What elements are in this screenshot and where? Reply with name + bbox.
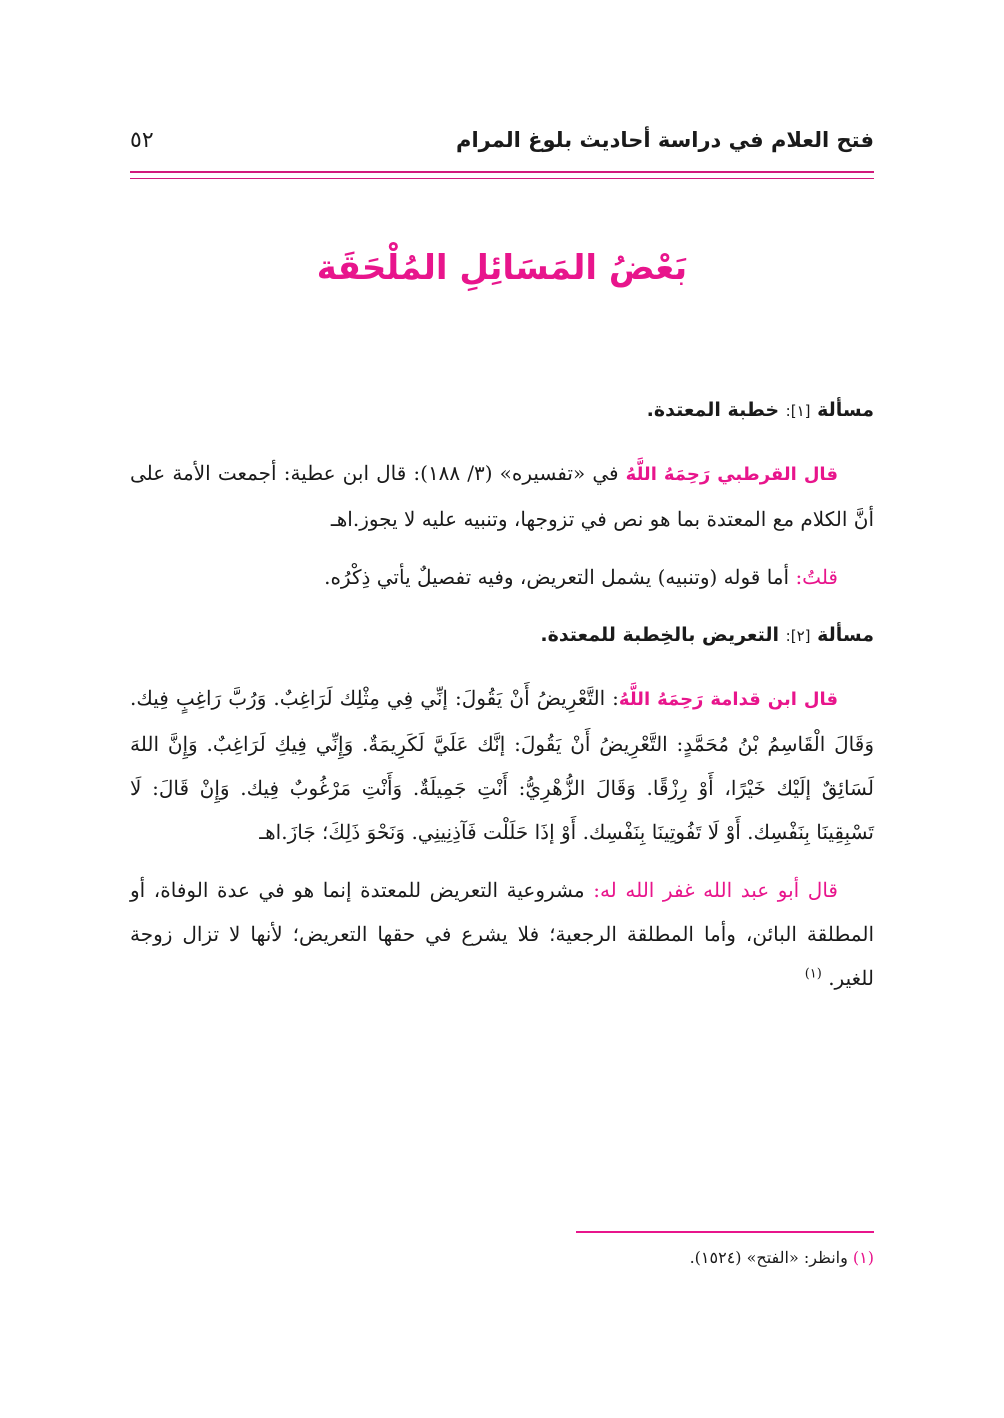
section-title: بَعْضُ المَسَائِلِ المُلْحَقَة: [316, 248, 688, 288]
question-label: مسألة: [817, 624, 874, 646]
speaker-author: قال أبو عبد الله غفر الله له:: [593, 878, 838, 902]
paragraph-text: أما قوله (وتنبيه) يشمل التعريض، وفيه تفصيلٌ يأتي ذِكْرُه.: [324, 565, 790, 589]
question-2-heading: [130, 613, 874, 658]
question-title: خطبة المعتدة.: [646, 399, 780, 421]
main-content: [130, 388, 874, 1014]
speaker-qurtubi: قال القرطبي رَحِمَهُ اللَّهُ: [625, 464, 838, 485]
question-title: التعريض بالخِطبة للمعتدة.: [540, 624, 780, 646]
header-rule-thick: [130, 171, 874, 173]
running-header: [130, 128, 874, 168]
page-number: ٥٢: [130, 128, 154, 153]
footnote-rule: [576, 1231, 874, 1233]
question-number: [١]:: [785, 402, 811, 420]
lead-qultu: قلتُ:: [795, 565, 838, 589]
paragraph-text: : التَّعْرِيضُ أَنْ يَقُولَ: إنِّي فِي مِثْلِك لَرَاغِبٌ. وَرُبَّ رَاغِبٍ فِيك. وَقَالَ الْقَاسِمُ بْنُ مُحَمَّدٍ: التَّعْرِيضُ أَنْ يَقُولَ: إنَّك عَلَيَّ لَكَرِيمَةٌ. وَإِنِّي فِيكِ لَرَاغِبٌ. وَإِنَّ اللهَ لَسَائِقٌ إلَيْك خَيْرًا، أَوْ رِزْقًا. وَقَالَ الزُّهْرِيُّ: أَنْتِ جَمِيلَةٌ. وَأَنْتِ مَرْغُوبٌ فِيك. وَإِنْ قَالَ: لَا تَسْبِقِينَا بِنَفْسِك. أَوْ لَا تَفُوتِينَا بِنَفْسِك. أَوْ إذَا حَلَلْت فَآذِنِينِي. وَنَحْوَ ذَلِكَ؛ جَازَ.اهـ: [130, 686, 874, 844]
question-1-paragraph-2: [130, 555, 874, 599]
footnote-number: (١): [852, 1248, 874, 1267]
question-number: [٢]:: [785, 627, 811, 645]
question-2-paragraph-2: [130, 868, 874, 1000]
footnote-reference[interactable]: (١): [804, 966, 822, 982]
header-rule-thin: [130, 178, 874, 179]
question-1-heading: [130, 388, 874, 433]
footnote: [130, 1248, 874, 1267]
question-2-paragraph-1: [130, 676, 874, 854]
question-label: مسألة: [817, 399, 874, 421]
question-1-paragraph-1: [130, 451, 874, 541]
footnote-text: وانظر: «الفتح» (١٥٢٤).: [689, 1248, 848, 1267]
paragraph-text: في «تفسيره» (٣/ ١٨٨): قال ابن عطية: أجمعت الأمة على أنَّ الكلام مع المعتدة بما هو نص في تزوجها، وتنبيه عليه لا يجوز.اهـ: [130, 461, 874, 531]
speaker-ibn-qudama: قال ابن قدامة رَحِمَهُ اللَّهُ: [618, 689, 838, 710]
book-title: فتح العلام في دراسة أحاديث بلوغ المرام: [456, 128, 874, 152]
paragraph-text: مشروعية التعريض للمعتدة إنما هو في عدة الوفاة، أو المطلقة البائن، وأما المطلقة الرجعية؛ فلا يشرع في حقها التعريض؛ لأنها لا تزال زوجة للغير.: [130, 878, 874, 990]
